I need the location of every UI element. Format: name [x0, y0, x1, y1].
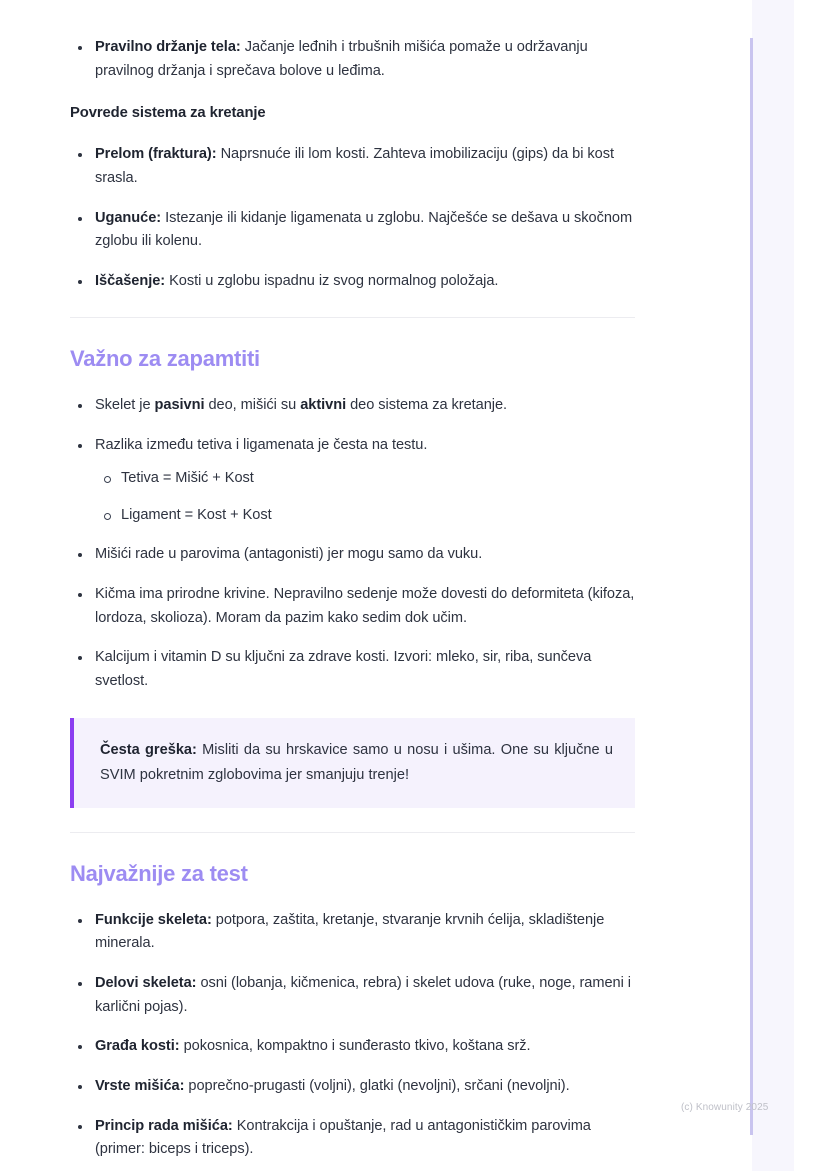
bullet-emphasis-passive: pasivni — [154, 397, 205, 414]
injuries-bullet-list — [70, 143, 635, 293]
list-item: Ligament = Kost + Kost — [95, 504, 635, 527]
list-item — [70, 270, 635, 294]
section-divider — [70, 317, 635, 318]
list-item: Tetiva = Mišić + Kost — [95, 467, 635, 490]
list-item — [70, 909, 635, 956]
bullet-lead: Delovi skeleta: — [95, 975, 197, 992]
right-side-panel — [752, 0, 794, 1171]
tendon-sub-list — [95, 467, 635, 528]
bullet-text: osni (lobanja, kičmenica, rebra) i skelet udova (ruke, noge, rameni i karlični pojas). — [95, 975, 631, 1015]
list-item: Mišići rade u parovima (antagonisti) jer mogu samo da vuku. — [70, 543, 635, 567]
section-heading-important: Važno za zapamtiti — [70, 346, 260, 372]
bullet-text: poprečno-prugasti (voljni), glatki (nevoljni), srčani (nevoljni). — [184, 1078, 570, 1095]
list-item — [70, 36, 635, 83]
bullet-lead: Prelom (fraktura): — [95, 146, 217, 163]
list-item — [70, 394, 635, 418]
copyright-watermark: (c) Knowunity 2025 — [681, 1102, 769, 1113]
important-bullet-list — [70, 394, 635, 693]
list-item: Kičma ima prirodne krivine. Nepravilno sedenje može dovesti do deformiteta (kifoza, lordoza, skolioza). Moram da pazim kako sedim dok učim. — [70, 583, 635, 630]
exam-bullet-list — [70, 909, 635, 1162]
bullet-text: pokosnica, kompaktno i sunđerasto tkivo, koštana srž. — [179, 1038, 531, 1055]
list-item — [70, 1115, 635, 1162]
injuries-subheading: Povrede sistema za kretanje — [70, 105, 266, 122]
bullet-emphasis-active: aktivni — [300, 397, 347, 414]
list-item — [70, 143, 635, 190]
list-item — [70, 1075, 635, 1099]
bullet-text: Kosti u zglobu ispadnu iz svog normalnog položaja. — [165, 272, 499, 289]
list-item — [70, 434, 635, 527]
bullet-text: Jačanje leđnih i trbušnih mišića pomaže u održavanju pravilnog držanja i sprečava bolove u leđima. — [95, 39, 588, 79]
bullet-text: Razlika između tetiva i ligamenata je česta na testu. — [95, 437, 428, 454]
section-heading-exam: Najvažnije za test — [70, 860, 248, 886]
bullet-lead: Princip rada mišića: — [95, 1117, 233, 1134]
common-mistake-callout — [70, 718, 635, 808]
bullet-text-mid: deo, mišići su — [204, 397, 301, 414]
bullet-lead: Uganuće: — [95, 209, 162, 226]
list-item: Kalcijum i vitamin D su ključni za zdrave kosti. Izvori: mleko, sir, riba, sunčeva svetlost. — [70, 646, 635, 693]
bullet-lead: Vrste mišića: — [95, 1078, 185, 1095]
bullet-text-post: deo sistema za kretanje. — [346, 397, 508, 414]
bullet-lead: Građa kosti: — [95, 1038, 180, 1055]
top-bullet-list — [70, 36, 635, 83]
right-accent-rule — [750, 38, 753, 1135]
callout-lead: Česta greška: — [100, 741, 197, 758]
bullet-text: Kontrakcija i opuštanje, rad u antagonističkim parovima (primer: biceps i triceps). — [95, 1117, 591, 1158]
bullet-text: Istezanje ili kidanje ligamenata u zglobu. Najčešće se dešava u skočnom zglobu ili kolenu. — [95, 209, 633, 250]
bullet-lead: Pravilno držanje tela: — [95, 39, 241, 55]
bullet-text: Naprsnuće ili lom kosti. Zahteva imobilizaciju (gips) da bi kost srasla. — [95, 146, 614, 186]
list-item — [70, 972, 635, 1019]
bullet-text: potpora, zaštita, kretanje, stvaranje krvnih ćelija, skladištenje minerala. — [95, 911, 605, 952]
bullet-lead: Iščašenje: — [95, 272, 166, 289]
bullet-lead: Funkcije skeleta: — [95, 911, 212, 928]
list-item — [70, 1035, 635, 1059]
callout-text: Misliti da su hrskavice samo u nosu i ušima. One su ključne u SVIM pokretnim zglobovima jer smanjuju trenje! — [100, 741, 613, 783]
list-item — [70, 207, 635, 254]
bullet-text-pre: Skelet je — [95, 397, 155, 414]
section-divider — [70, 832, 635, 833]
